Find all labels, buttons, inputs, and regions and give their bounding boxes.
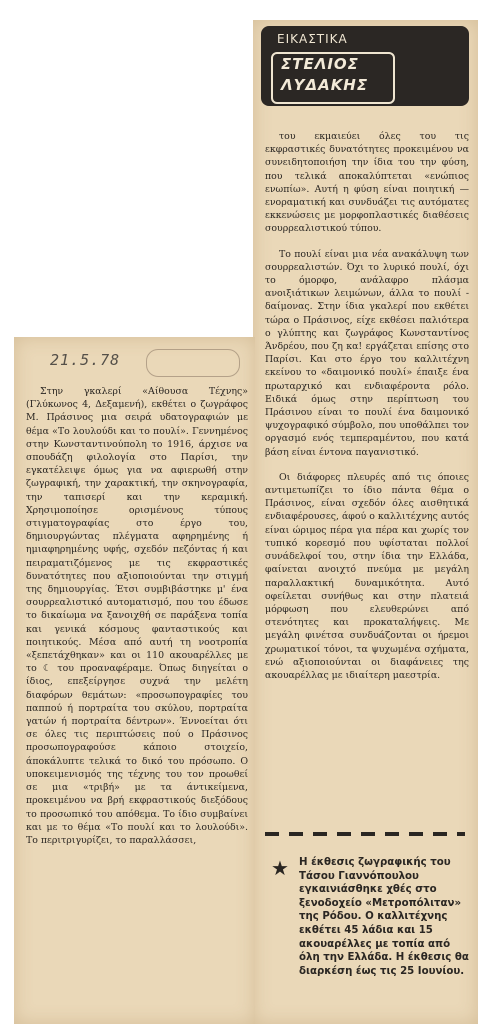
paragraph: του εκμαιεύει όλες του τις εκφραστικές δυνατότητες προκειμένου να συνειδητοποιήση την ίδια του την φύση, που τελικά αποκαλύπτεται «ενώπιος ενωπίω». Αυτή η φύση είναι ποιητική — ενοραματική και συνδυάζει τις αυτόματες εκκενώσεις με μορφοπλαστικές διαθέσεις σουρρεαλιστικού τύπου. bbox=[265, 131, 469, 235]
star-icon: ★ bbox=[271, 856, 289, 880]
paragraph: Το πουλί είναι μια νέα ανακάλυψη των σουρρεαλιστών. Όχι το λυρικό πουλί, όχι το όμορφο, ανάλαφρο πλάσμα ανοιξιάτικων λειμώνων, άλλα το πουλί - δαίμονας. Στην ίδια γκαλερί που εκθέτει τώρα ο Πράσινος, είχε εκθέσει παλιότερα ο γλύπτης και ζωγράφος Κωνσταντίνος Άνδρέου, που ζη κα! εργάζεται επίσης στο Παρίσι. Και στο έργο του καλλιτέχνη εκείνου το «δαιμονικό πουλί» έπαιξε ένα πρωταρχικό και ενδιαφέροντα ρόλο. Ειδικά όμως στην περίπτωση του Πράσινου είναι το πουλί ένα δαιμονικό ψυχογραφικό σύμβολο, που υποθάλπει τον οργασμό ενός τεμπεραμέντου, που κατά βάση είναι έντονα παγανιστικό. bbox=[265, 248, 469, 458]
column-header bbox=[261, 26, 469, 106]
article-clipping-right bbox=[253, 20, 478, 1024]
handwritten-date: 21.5.78 bbox=[50, 351, 121, 369]
article-text-right-column bbox=[265, 130, 469, 682]
author-first-name: ΣΤΕΛΙΟΣ bbox=[281, 55, 359, 73]
article-clipping-left bbox=[14, 337, 255, 1024]
rubric-label: ΕΙΚΑΣΤΙΚΑ bbox=[277, 32, 348, 46]
article-text-left-column bbox=[26, 385, 248, 847]
exhibition-notice: Η έκθεσις ζωγραφικής του Τάσου Γιαννόπουλου εγκαινιάσθηκε χθές στο ξενοδοχείο «Μετροπόλιταν» της Ρόδου. Ο καλλιτέχνης εκθέτει 45 λάδια και 15 ακουαρέλλες με τοπία από όλη την Ελλάδα. Η έκθεσις θα διαρκέση έως τις 25 Ιουνίου. bbox=[299, 857, 469, 977]
paragraph: Οι διάφορες πλευρές από τις όποιες αντιμετωπίζει το ίδιο πάντα θέμα ο Πράσινος, είναι σχεδόν όλες αισθητικά ενδιαφέρουσες, άφού ο καλλιτέχνης αυτός είναι ώριμος πέρα για πέρα και χωρίς τον τυπικό κορεσμό που υφίσταται πολλοί συνάδελφοί του, στην ίδια την Ελλάδα, φαίνεται ανοιχτό πνεύμα με μεγάλη παραλλακτική δυναμικότητα. Αυτό οφείλεται συνήθως και στην πλατειά μόρφωση που ελευθερώνει από στενότητες και προκαταλήψεις. Με μεγάλη φινέτσα συνδυάζονται οι ήρεμοι χρωματικοί τόνοι, τα ψυχωμένα σχήματα, ενώ αξιοποιούνται οι διαφάνειες της ακουαρέλλας με ιδιαίτερη μαεστρία. bbox=[265, 471, 469, 681]
archive-stamp bbox=[146, 349, 240, 377]
author-last-name: ΛΥΔΑΚΗΣ bbox=[281, 76, 369, 94]
section-divider bbox=[265, 832, 465, 836]
paragraph: Στην γκαλερί «Αίθουσα Τέχνης» (Γλύκωνος 4, Δεξαμενή), εκθέτει ο ζωγράφος Μ. Πράσινος μια σειρά υδατογραφιών με θέμα «Το λουλούδι και το πουλί». Γεννημένος στην Κωνσταντινούπολη το 1916, άρχισε να σπουδάζη φιλολογία στο Παρίσι, την εγκατέλειψε όμως για να αφιερωθή στην ζωγραφική, την χαρακτική, την σκηνογραφία, την ταπισερί και την κεραμική. Χρησιμοποίησε ορισμένους τύπους στιγματογραφίας στο έργο του, δημιουργώντας πλέγματα αφηρημένης ή ημιαφηρημένης υφής, σχεδόν πεζόντας ή και πειραματιζόμενος με τις εκφραστικές δυνατότητες που αξιοποιούνται την στιγμή της δημιουργίας. Έτσι συμβιβάστηκε μ' ένα σουρρεαλιστικό αυτοματισμό, που του έδωσε το δικαίωμα να ξανοιχθή σε παράξενα τοπία και γενικά κόσμους φανταστικούς και ποιητικούς. Μέσα από αυτή τη νοοτροπία «ξεπετάχθηκαν» και οι 110 ακουαρέλλες με το ☾ του προαναφέραμε. Όπως διηγείται ο ίδιος, επεξείργησε συχνά την μελέτη διαφόρων θεμάτων: «προσωπογραφίες του παππού ή πορτραίτα του σκύλου, πορτραίτα γατών ή πορτραίτα δέντρων». Έννοείται ότι σε όλες τις περιπτώσεις πού ο Πράσινος προσωπογραφούσε κάποιο στοιχείο, άποκάλυπτε τελικά το δικό του πρόσωπο. Ο υποκειμενισμός της τέχνης του τον προωθεί σε μια «τριβή» με τα άντικείμενα, προκειμένου να βρή εκφραστικούς διεξόδους το προσωπικό του απόθεμα. Το ίδιο συμβαίνει και με το θέμα «Το πουλί και το λουλούδι». Το περιτριγυρίζει, το παραλλάσσει, bbox=[26, 386, 248, 846]
author-name-plate bbox=[271, 52, 395, 104]
